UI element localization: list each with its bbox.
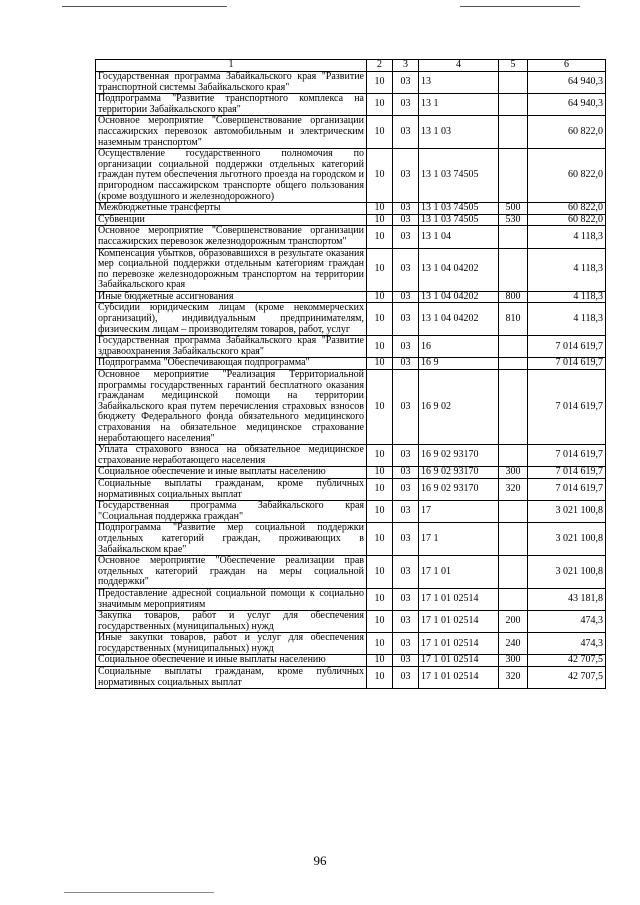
target-article-cell: 16 9 02 93170 [419,478,499,500]
subsection-code-cell: 03 [393,303,419,336]
section-code-cell: 10 [367,556,393,589]
section-code-cell: 10 [367,370,393,445]
target-article-cell: 13 1 04 04202 [419,291,499,303]
subsection-code-cell: 03 [393,633,419,655]
expense-type-cell: 800 [499,291,528,303]
row-name-cell: Основное мероприятие "Обеспечение реализации прав отдельных категорий граждан на меры социальной поддержки" [96,556,367,589]
subsection-code-cell: 03 [393,72,419,94]
expense-type-cell: 500 [499,203,528,215]
page-number: 96 [313,853,327,868]
target-article-cell: 13 1 03 [419,116,499,149]
table-row [96,611,606,633]
target-article-cell: 17 1 01 02514 [419,588,499,610]
subsection-code-cell: 03 [393,655,419,667]
subsection-code-cell: 03 [393,445,419,467]
row-name-cell: Субсидии юридическим лицам (кроме некоммерческих организаций), индивидуальным предпринимателям, физическим лицам – производителям товаров, работ, услуг [96,303,367,336]
expense-type-cell: 810 [499,303,528,336]
amount-cell: 474,3 [528,633,606,655]
target-article-cell: 13 1 03 74505 [419,214,499,226]
target-article-cell: 16 9 02 93170 [419,467,499,479]
table-row [96,336,606,358]
table-row [96,556,606,589]
target-article-cell: 16 9 02 93170 [419,445,499,467]
row-name-cell: Основное мероприятие "Совершенствование организации пассажирских перевозок автомобильным и электрическим наземным транспортом" [96,116,367,149]
row-name-cell: Социальное обеспечение и иные выплаты населению [96,655,367,667]
section-code-cell: 10 [367,226,393,248]
table-row [96,149,606,203]
amount-cell: 60 822,0 [528,149,606,203]
header-col-3: 3 [393,60,419,72]
section-code-cell: 10 [367,358,393,370]
header-col-4: 4 [419,60,499,72]
subsection-code-cell: 03 [393,501,419,523]
expense-type-cell [499,72,528,94]
row-name-cell: Подпрограмма "Обеспечивающая подпрограмма" [96,358,367,370]
top-rule-left [62,6,227,7]
target-article-cell: 16 9 [419,358,499,370]
amount-cell: 3 021 100,8 [528,501,606,523]
amount-cell: 474,3 [528,611,606,633]
table-row [96,501,606,523]
subsection-code-cell: 03 [393,588,419,610]
target-article-cell: 16 [419,336,499,358]
expense-type-cell [499,116,528,149]
subsection-code-cell: 03 [393,556,419,589]
row-name-cell: Осуществление государственного полномочия по организации социальной поддержки отдельных категорий граждан путем обеспечения льготного проезда на городском и пригородном пассажирском транспорте общего пользования (кроме воздушного и железнодорожного) [96,149,367,203]
subsection-code-cell: 03 [393,358,419,370]
expense-type-cell: 320 [499,478,528,500]
row-name-cell: Социальное обеспечение и иные выплаты населению [96,467,367,479]
subsection-code-cell: 03 [393,336,419,358]
expense-type-cell [499,556,528,589]
budget-table [95,59,606,689]
row-name-cell: Уплата страхового взноса на обязательное медицинское страхование неработающего населения [96,445,367,467]
section-code-cell: 10 [367,611,393,633]
expense-type-cell [499,226,528,248]
row-name-cell: Государственная программа Забайкальского края "Развитие транспортной системы Забайкальского края" [96,72,367,94]
target-article-cell: 16 9 02 [419,370,499,445]
subsection-code-cell: 03 [393,478,419,500]
table-row [96,478,606,500]
subsection-code-cell: 03 [393,149,419,203]
subsection-code-cell: 03 [393,370,419,445]
expense-type-cell: 300 [499,655,528,667]
target-article-cell: 17 1 01 [419,556,499,589]
section-code-cell: 10 [367,291,393,303]
amount-cell: 4 118,3 [528,226,606,248]
subsection-code-cell: 03 [393,611,419,633]
expense-type-cell: 200 [499,611,528,633]
amount-cell: 3 021 100,8 [528,556,606,589]
table-row [96,94,606,116]
amount-cell: 60 822,0 [528,116,606,149]
expense-type-cell [499,501,528,523]
amount-cell: 43 181,8 [528,588,606,610]
expense-type-cell: 300 [499,467,528,479]
target-article-cell: 17 1 [419,523,499,556]
table-row [96,633,606,655]
section-code-cell: 10 [367,633,393,655]
section-code-cell: 10 [367,116,393,149]
expense-type-cell [499,94,528,116]
row-name-cell: Иные закупки товаров, работ и услуг для обеспечения государственных (муниципальных) нужд [96,633,367,655]
target-article-cell: 13 1 03 74505 [419,203,499,215]
section-code-cell: 10 [367,655,393,667]
section-code-cell: 10 [367,336,393,358]
target-article-cell: 17 1 01 02514 [419,633,499,655]
section-code-cell: 10 [367,588,393,610]
table-row [96,523,606,556]
target-article-cell: 13 1 04 04202 [419,248,499,291]
expense-type-cell [499,358,528,370]
table-row [96,588,606,610]
amount-cell: 42 707,5 [528,655,606,667]
subsection-code-cell: 03 [393,203,419,215]
amount-cell: 4 118,3 [528,291,606,303]
expense-type-cell [499,248,528,291]
row-name-cell: Основное мероприятие "Реализация Территориальной программы государственных гарантий бесплатного оказания гражданам медицинской помощи на территории Забайкальского края путем перечисления страховых взносов бюджету Федерального фонда обязательного медицинского страхования на обязательное медицинское страхование неработающего населения" [96,370,367,445]
section-code-cell: 10 [367,72,393,94]
section-code-cell: 10 [367,303,393,336]
header-row [96,60,606,72]
target-article-cell: 17 [419,501,499,523]
expense-type-cell: 530 [499,214,528,226]
table-row [96,291,606,303]
subsection-code-cell: 03 [393,116,419,149]
row-name-cell: Компенсация убытков, образовавшихся в результате оказания мер социальной поддержки отдельным категориям граждан по перевозке железнодорожным транспортом на территории Забайкальского края [96,248,367,291]
amount-cell: 64 940,3 [528,94,606,116]
subsection-code-cell: 03 [393,214,419,226]
section-code-cell: 10 [367,248,393,291]
header-col-6: 6 [528,60,606,72]
section-code-cell: 10 [367,203,393,215]
target-article-cell: 13 1 04 04202 [419,303,499,336]
target-article-cell: 17 1 01 02514 [419,655,499,667]
amount-cell: 60 822,0 [528,214,606,226]
row-name-cell: Социальные выплаты гражданам, кроме публичных нормативных социальных выплат [96,478,367,500]
section-code-cell: 10 [367,667,393,689]
row-name-cell: Подпрограмма "Развитие мер социальной поддержки отдельных категорий граждан, проживающих в Забайкальском крае" [96,523,367,556]
amount-cell: 7 014 619,7 [528,478,606,500]
section-code-cell: 10 [367,445,393,467]
amount-cell: 60 822,0 [528,203,606,215]
target-article-cell: 17 1 01 02514 [419,667,499,689]
row-name-cell: Субвенции [96,214,367,226]
subsection-code-cell: 03 [393,226,419,248]
row-name-cell: Предоставление адресной социальной помощи к социально значимым мероприятиям [96,588,367,610]
expense-type-cell [499,445,528,467]
expense-type-cell [499,336,528,358]
table-row [96,667,606,689]
target-article-cell: 13 1 03 74505 [419,149,499,203]
amount-cell: 7 014 619,7 [528,445,606,467]
table-row [96,370,606,445]
table-row [96,445,606,467]
row-name-cell: Государственная программа Забайкальского края "Развитие здравоохранения Забайкальского края" [96,336,367,358]
section-code-cell: 10 [367,94,393,116]
expense-type-cell: 320 [499,667,528,689]
amount-cell: 7 014 619,7 [528,370,606,445]
row-name-cell: Подпрограмма "Развитие транспортного комплекса на территории Забайкальского края" [96,94,367,116]
row-name-cell: Основное мероприятие "Совершенствование организации пассажирских перевозок железнодорожным транспортом" [96,226,367,248]
table-row [96,203,606,215]
expense-type-cell [499,149,528,203]
table-row [96,72,606,94]
table-row [96,467,606,479]
amount-cell: 42 707,5 [528,667,606,689]
subsection-code-cell: 03 [393,94,419,116]
header-col-1: 1 [96,60,367,72]
expense-type-cell: 240 [499,633,528,655]
amount-cell: 3 021 100,8 [528,523,606,556]
target-article-cell: 13 [419,72,499,94]
header-col-2: 2 [367,60,393,72]
amount-cell: 7 014 619,7 [528,336,606,358]
row-name-cell: Иные бюджетные ассигнования [96,291,367,303]
row-name-cell: Закупка товаров, работ и услуг для обеспечения государственных (муниципальных) нужд [96,611,367,633]
target-article-cell: 13 1 04 [419,226,499,248]
section-code-cell: 10 [367,501,393,523]
table-row [96,214,606,226]
amount-cell: 7 014 619,7 [528,467,606,479]
row-name-cell: Государственная программа Забайкальского края "Социальная поддержка граждан" [96,501,367,523]
section-code-cell: 10 [367,149,393,203]
expense-type-cell [499,588,528,610]
subsection-code-cell: 03 [393,667,419,689]
row-name-cell: Межбюджетные трансферты [96,203,367,215]
footnote-rule [64,892,214,893]
target-article-cell: 17 1 01 02514 [419,611,499,633]
amount-cell: 7 014 619,7 [528,358,606,370]
target-article-cell: 13 1 [419,94,499,116]
table-row [96,358,606,370]
header-col-5: 5 [499,60,528,72]
top-rule-right [460,6,580,7]
section-code-cell: 10 [367,478,393,500]
table-row [96,655,606,667]
subsection-code-cell: 03 [393,523,419,556]
subsection-code-cell: 03 [393,467,419,479]
table-row [96,248,606,291]
amount-cell: 4 118,3 [528,248,606,291]
expense-type-cell [499,370,528,445]
table-row [96,303,606,336]
section-code-cell: 10 [367,523,393,556]
amount-cell: 64 940,3 [528,72,606,94]
table-body [96,60,606,689]
section-code-cell: 10 [367,467,393,479]
expense-type-cell [499,523,528,556]
subsection-code-cell: 03 [393,248,419,291]
row-name-cell: Социальные выплаты гражданам, кроме публичных нормативных социальных выплат [96,667,367,689]
section-code-cell: 10 [367,214,393,226]
table-row [96,226,606,248]
amount-cell: 4 118,3 [528,303,606,336]
subsection-code-cell: 03 [393,291,419,303]
table-row [96,116,606,149]
